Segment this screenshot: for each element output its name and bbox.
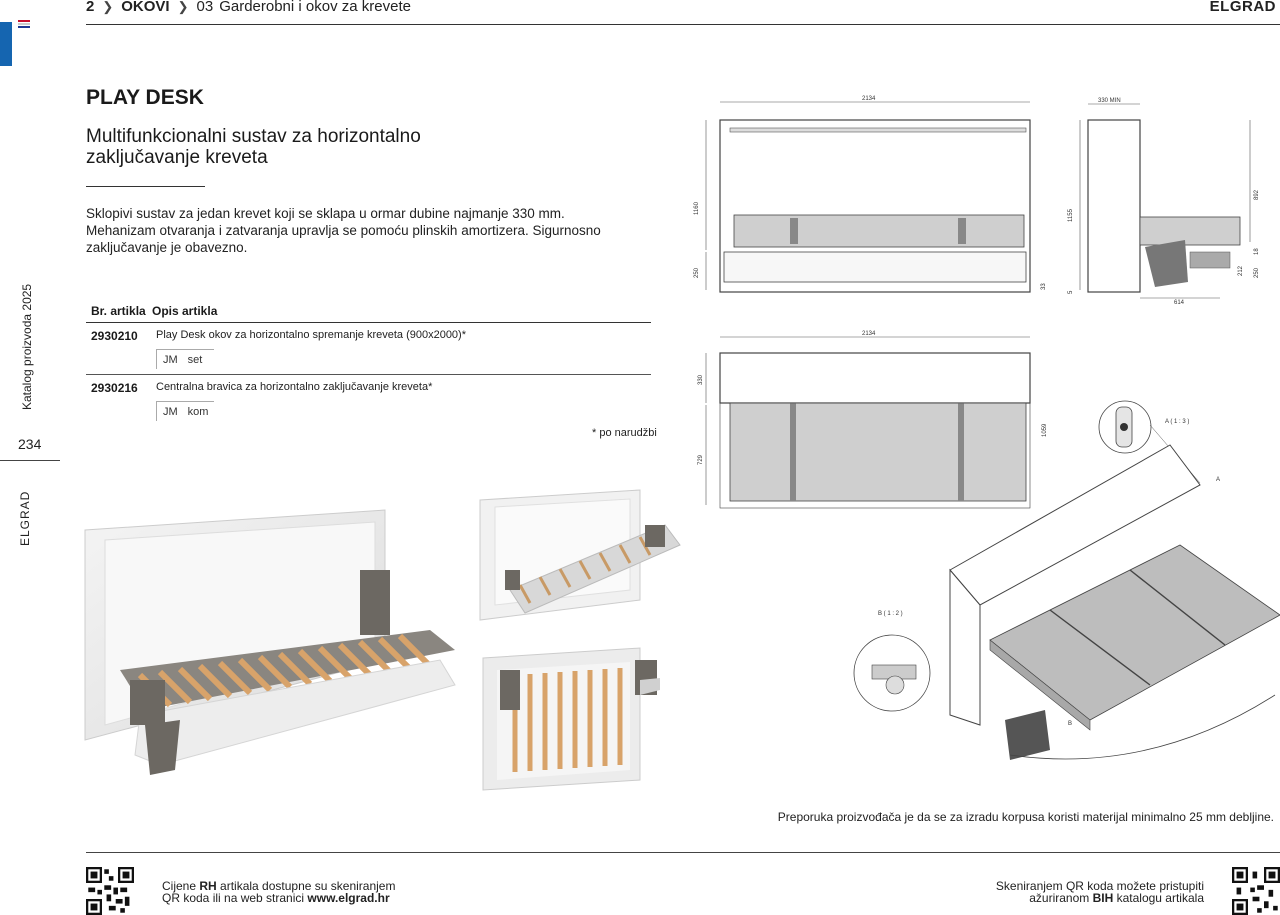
dim-label: 33 <box>1041 283 1047 290</box>
footer-text: katalogu artikala <box>1113 891 1204 905</box>
article-desc: Centralna bravica za horizontalno zaključavanje kreveta* <box>156 381 433 393</box>
table-row <box>86 375 651 427</box>
chevron-right-icon: ❯ <box>102 0 114 14</box>
order-note: * po narudžbi <box>592 427 657 439</box>
col-header-code: Br. artikla <box>91 304 146 318</box>
subtitle-rule <box>86 186 205 187</box>
breadcrumb-section[interactable]: OKOVI <box>121 0 170 15</box>
unit-label: JM <box>163 405 178 418</box>
unit-value: kom <box>187 405 209 418</box>
footer-text: ažuriranom <box>1029 891 1093 905</box>
dim-label: 2134 <box>862 331 876 337</box>
brand-logo: ELGRAD <box>1209 0 1276 15</box>
dim-label: 614 <box>1174 300 1185 306</box>
breadcrumb <box>86 0 411 15</box>
product-photo-large <box>60 490 460 810</box>
dim-label: 2134 <box>862 96 876 102</box>
detail-label: B ( 1 : 2 ) <box>878 611 903 617</box>
footer-text: artikala dostupne su skeniranjem <box>216 879 396 893</box>
unit-cell <box>156 349 214 369</box>
table-row <box>86 323 651 375</box>
footer-price-info <box>162 880 395 904</box>
dim-label: 1160 <box>694 202 700 215</box>
product-subtitle: Multifunkcionalni sustav za horizontalno zaključavanje kreveta <box>86 126 421 168</box>
section-color-tab <box>0 22 12 66</box>
breadcrumb-num-1: 2 <box>86 0 95 15</box>
chevron-right-icon: ❯ <box>177 0 189 14</box>
product-description: Sklopivi sustav za jedan krevet koji se sklapa u ormar dubine najmanje 330 mm. Mehanizam otvaranja i zatvaranja upravlja se pomoću plinskih amortizera. Sigurnosno zaključavanje je obavezno. <box>86 206 601 255</box>
page-number: 234 <box>18 436 42 452</box>
dim-label: 1059 <box>1042 423 1048 437</box>
footer-text-bold: BIH <box>1092 891 1114 905</box>
unit-cell <box>156 401 214 421</box>
article-code: 2930216 <box>91 381 138 395</box>
dim-label: 892 <box>1254 189 1260 200</box>
dim-label: 330 <box>698 374 704 385</box>
header-rule <box>86 24 1280 25</box>
drawing-isometric <box>850 395 1280 775</box>
page-number-rule <box>0 460 60 461</box>
footer-catalog-info <box>996 880 1204 904</box>
footer-text-bold: RH <box>199 879 217 893</box>
dim-label: 5 <box>1068 290 1074 294</box>
footer-website-link[interactable]: www.elgrad.hr <box>307 891 390 905</box>
qr-code-icon[interactable] <box>86 867 134 915</box>
product-photo-folding <box>470 485 685 625</box>
product-photo-closed <box>475 640 685 800</box>
breadcrumb-num-2: 03 <box>196 0 214 15</box>
qr-code-icon[interactable] <box>1232 867 1280 915</box>
flag-icon <box>18 20 30 28</box>
dim-label: 729 <box>698 454 704 465</box>
footer-text: Cijene <box>162 879 200 893</box>
detail-mark: B <box>1068 721 1073 727</box>
drawing-front-elevation <box>690 90 1060 305</box>
footer-text: Skeniranjem QR koda možete pristupiti <box>995 879 1204 893</box>
product-title: PLAY DESK <box>86 86 204 109</box>
col-header-desc: Opis artikla <box>152 304 218 318</box>
table-header <box>86 300 651 323</box>
detail-mark: A <box>1216 477 1221 483</box>
article-code: 2930210 <box>91 329 138 343</box>
unit-value: set <box>187 353 203 366</box>
dim-label: 212 <box>1238 265 1244 276</box>
dim-label: 1155 <box>1068 209 1074 222</box>
article-desc: Play Desk okov za horizontalno spremanje kreveta (900x2000)* <box>156 329 466 341</box>
sidebar-brand: ELGRAD <box>18 490 32 546</box>
drawing-side-section <box>1060 92 1280 307</box>
dim-label: 250 <box>694 267 700 278</box>
dim-label: 330 MIN <box>1098 98 1121 104</box>
breadcrumb-subsection[interactable]: Garderobni i okov za krevete <box>219 0 411 15</box>
unit-label: JM <box>163 353 178 366</box>
detail-label: A ( 1 : 3 ) <box>1165 419 1190 425</box>
dim-label: 18 <box>1254 248 1260 255</box>
catalog-year-label: Katalog proizvoda 2025 <box>20 283 34 410</box>
article-table <box>86 300 651 427</box>
footer-text: QR koda ili na web stranici <box>162 891 308 905</box>
manufacturer-recommendation: Preporuka proizvođača je da se za izradu korpusa koristi materijal minimalno 25 mm debljine. <box>777 810 1274 824</box>
dim-label: 250 <box>1254 267 1260 278</box>
footer-rule <box>86 852 1280 853</box>
